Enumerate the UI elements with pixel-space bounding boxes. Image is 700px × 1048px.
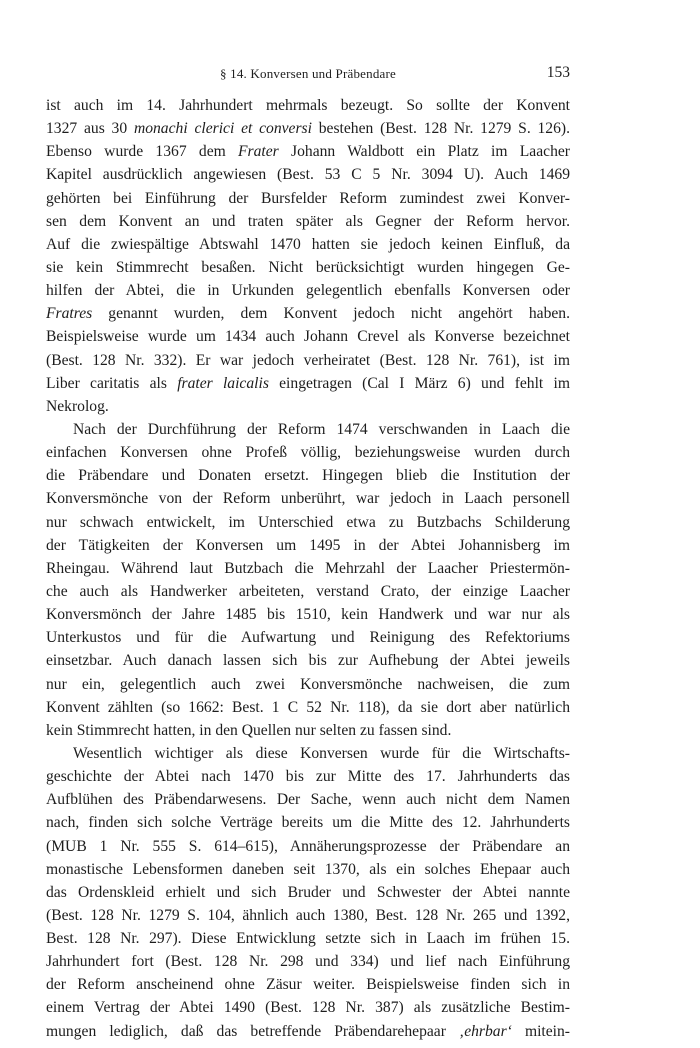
text-segment: Best. 128 Nr. 297). Diese Entwicklung setzte sich in Laach im frühen 15. (46, 930, 570, 948)
italic-segment: monachi clerici et conversi (133, 120, 312, 138)
text-segment: einfachen Konversen ohne Profeß völlig, beziehungsweise wurden durch (46, 444, 570, 462)
text-segment: nach, finden sich solche Verträge bereits um die Mitte des 12. Jahrhunderts (46, 814, 570, 832)
text-line (46, 765, 570, 788)
running-head (46, 64, 570, 86)
text-line (46, 117, 570, 140)
text-line (46, 996, 570, 1019)
text-line (46, 696, 570, 719)
text-line (46, 464, 570, 487)
text-segment: Nach der Durchführung der Reform 1474 verschwanden in Laach die (73, 420, 570, 438)
text-line (46, 973, 570, 996)
text-segment: genannt wurden, dem Konvent jedoch nicht angehört haben. (92, 305, 570, 323)
text-segment: Konversmönch der Jahre 1485 bis 1510, kein Handwerk und war nur als (46, 606, 570, 624)
text-segment: eingetragen (Cal I März 6) und fehlt im (268, 374, 570, 392)
text-line (46, 372, 570, 395)
text-line (46, 904, 570, 927)
text-segment: Nekrolog. (46, 397, 109, 415)
text-line (46, 395, 570, 418)
text-line (46, 788, 570, 811)
text-segment: hilfen der Abtei, die in Urkunden gelegentlich ebenfalls Konversen oder (46, 282, 570, 300)
text-segment: Jahrhundert fort (Best. 128 Nr. 298 und 334) und lief nach Einführung (46, 953, 570, 971)
italic-segment: frater laicalis (177, 374, 269, 392)
text-line (46, 511, 570, 534)
text-segment: gehörten bei Einführung der Bursfelder Reform zumindest zwei Konver- (46, 189, 570, 207)
italic-segment: Frater (238, 143, 279, 161)
text-line (46, 719, 570, 742)
text-segment: Kapitel ausdrücklich angewiesen (Best. 53 C 5 Nr. 3094 U). Auch 1469 (46, 166, 570, 184)
text-line (46, 673, 570, 696)
text-segment: sen dem Konvent an und traten später als Gegner der Reform hervor. (46, 212, 570, 230)
text-line (46, 811, 570, 834)
text-line (46, 210, 570, 233)
text-line (46, 835, 570, 858)
text-line (46, 487, 570, 510)
text-segment: mitein- (511, 1022, 570, 1040)
text-line (46, 325, 570, 348)
text-line (46, 140, 570, 163)
text-line (46, 302, 570, 325)
text-line (46, 279, 570, 302)
text-segment: der Reform anscheinend ohne Zäsur weiter. Beispielsweise finden sich in (46, 976, 570, 994)
text-segment: das Ordenskleid erhielt und sich Bruder und Schwester der Abtei nannte (46, 883, 570, 901)
text-line (46, 256, 570, 279)
text-line (46, 163, 570, 186)
text-line (46, 649, 570, 672)
text-segment: Beispielsweise wurde um 1434 auch Johann Crevel als Konverse bezeichnet (46, 328, 570, 346)
text-segment: Auf die zwiespältige Abtswahl 1470 hatten sie jedoch keinen Einfluß, da (46, 235, 570, 253)
text-line (46, 881, 570, 904)
text-line (46, 603, 570, 626)
text-segment: sie kein Stimmrecht besaßen. Nicht berücksichtigt wurden hingegen Ge- (46, 258, 570, 276)
text-segment: nur ein, gelegentlich auch zwei Konversmönche nachweisen, die zum (46, 675, 570, 693)
text-segment: der Tätigkeiten der Konversen um 1495 in der Abtei Johannisberg im (46, 536, 570, 554)
italic-segment: ‚ehrbar‘ (459, 1022, 512, 1040)
running-title: § 14. Konversen und Präbendare (219, 66, 397, 81)
text-segment: (Best. 128 Nr. 1279 S. 104, ähnlich auch 1380, Best. 128 Nr. 265 und 1392, (46, 906, 570, 924)
text-segment: nur schwach entwickelt, im Unterschied etwa zu Butzbachs Schilderung (46, 513, 570, 531)
text-line (46, 534, 570, 557)
text-segment: Liber caritatis als (46, 374, 178, 392)
text-segment: (MUB 1 Nr. 555 S. 614–615), Annäherungsprozesse der Präbendare an (46, 837, 570, 855)
text-line (46, 557, 570, 580)
body-text (46, 94, 570, 1043)
text-segment: bestehen (Best. 128 Nr. 1279 S. 126). (311, 120, 570, 138)
text-segment: Unterkustos und für die Aufwartung und Reinigung des Refektoriums (46, 629, 570, 647)
text-line (46, 94, 570, 117)
text-segment: Rheingau. Während laut Butzbach die Mehrzahl der Laacher Priestermön- (46, 559, 570, 577)
page-number: 153 (546, 64, 570, 81)
text-segment: Wesentlich wichtiger als diese Konversen wurde für die Wirtschafts- (73, 744, 570, 762)
text-segment: monastische Lebensformen daneben seit 1370, als ein solches Ehepaar auch (46, 860, 570, 878)
text-segment: einem Vertrag der Abtei 1490 (Best. 128 Nr. 387) als zusätzliche Bestim- (46, 999, 570, 1017)
text-segment: mungen lediglich, daß das betreffende Präbendarehepaar (46, 1022, 460, 1040)
text-line (46, 233, 570, 256)
text-segment: einsetzbar. Auch danach lassen sich bis zur Aufhebung der Abtei jeweils (46, 652, 570, 670)
text-line (46, 418, 570, 441)
text-segment: kein Stimmrecht hatten, in den Quellen nur selten zu fassen sind. (46, 721, 452, 739)
text-segment: ist auch im 14. Jahrhundert mehrmals bezeugt. So sollte der Konvent (46, 97, 570, 114)
text-segment: 1327 aus 30 (46, 120, 134, 138)
text-segment: Johann Waldbott ein Platz im Laacher (278, 143, 570, 161)
text-line (46, 858, 570, 881)
text-segment: (Best. 128 Nr. 332). Er war jedoch verheiratet (Best. 128 Nr. 761), ist im (46, 351, 570, 369)
italic-segment: Fratres (46, 305, 93, 323)
text-line (46, 580, 570, 603)
text-segment: Aufblühen des Präbendarwesens. Der Sache, wenn auch nicht dem Namen (46, 791, 570, 809)
text-line (46, 950, 570, 973)
text-segment: che auch als Handwerker arbeiteten, verstand Crato, der einzige Laacher (46, 582, 570, 600)
text-line (46, 349, 570, 372)
text-line (46, 742, 570, 765)
text-line (46, 927, 570, 950)
text-line (46, 441, 570, 464)
text-segment: geschichte der Abtei nach 1470 bis zur Mitte des 17. Jahrhunderts das (46, 768, 570, 786)
text-segment: Konvent zählten (so 1662: Best. 1 C 52 Nr. 118), da sie dort aber natürlich (46, 698, 570, 716)
text-segment: Ebenso wurde 1367 dem (46, 143, 239, 161)
text-line (46, 626, 570, 649)
text-segment: Konversmönche von der Reform unberührt, war jedoch in Laach personell (46, 490, 570, 508)
text-line (46, 187, 570, 210)
text-segment: die Präbendare und Donaten ersetzt. Hingegen blieb die Institution der (46, 467, 570, 485)
text-line (46, 1020, 570, 1043)
